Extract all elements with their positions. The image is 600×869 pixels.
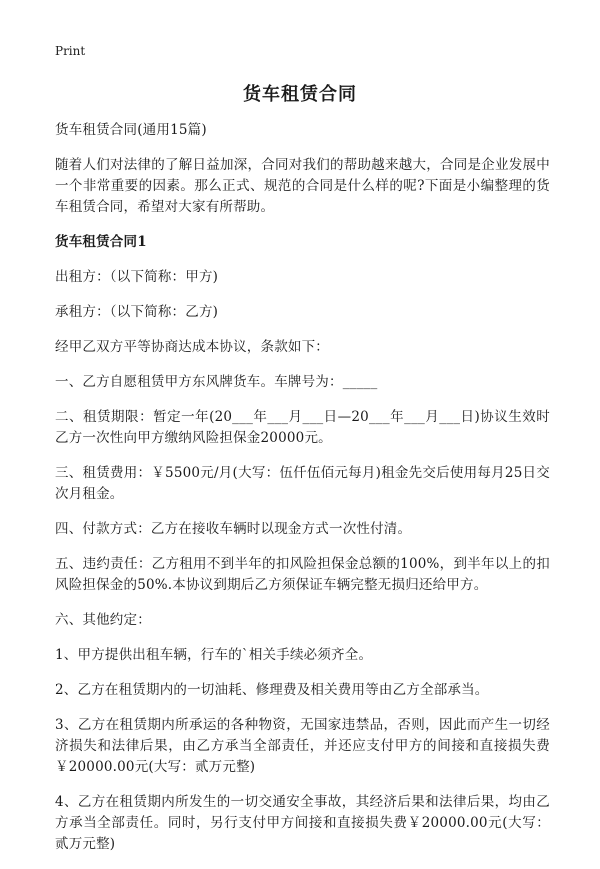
- intro-paragraph: 随着人们对法律的了解日益加深，合同对我们的帮助越来越大，合同是企业发展中一个非常重要的因素。那么正式、规范的合同是什么样的呢?下面是小编整理的货车租赁合同，希望对大家有所帮助。: [55, 157, 550, 215]
- paragraph-agreement: 经甲乙双方平等协商达成本协议，条款如下：: [55, 339, 329, 355]
- section-heading: 货车租赁合同1: [55, 234, 147, 250]
- sub-clause-2: 2、乙方在租赁期内的一切油耗、修理费及相关费用等由乙方全部承当。: [55, 682, 489, 698]
- document-title: 货车租赁合同: [243, 84, 357, 105]
- clause-4: 四、付款方式：乙方在接收车辆时以现金方式一次性付清。: [55, 521, 412, 537]
- document-subtitle: 货车租赁合同(通用15篇): [55, 122, 207, 138]
- sub-clause-1: 1、甲方提供出租车辆，行车的`相关手续必须齐全。: [55, 647, 373, 663]
- clause-3: 三、租赁费用：￥5500元/月(大写：伍仟伍佰元每月)租金先交后使用每月25日交次月租金。: [55, 465, 550, 502]
- paragraph-lessee: 承租方：（以下简称：乙方): [55, 304, 219, 320]
- clause-5: 五、违约责任：乙方租用不到半年的扣风险担保金总额的100%，到半年以上的扣风险担保金的50%.本协议到期后乙方须保证车辆完整无损归还给甲方。: [55, 556, 550, 593]
- clause-2: 二、租赁期限：暂定一年(20___年___月___日—20___年___月___日)协议生效时乙方一次性向甲方缴纳风险担保金20000元。: [55, 409, 550, 446]
- document-body: [55, 120, 550, 869]
- paragraph-lessor: 出租方：（以下简称：甲方): [55, 269, 219, 285]
- sub-clause-4: 4、乙方在租赁期内所发生的一切交通安全事故，其经济后果和法律后果，均由乙方承当全部责任。同时，另行支付甲方间接和直接损失费￥20000.00元(大写：贰万元整): [55, 794, 550, 852]
- clause-6: 六、其他约定：: [55, 612, 151, 628]
- print-label: Print: [55, 44, 86, 58]
- clause-1: 一、乙方自愿租赁甲方东风牌货车。车牌号为：_____: [55, 374, 378, 390]
- sub-clause-3: 3、乙方在租赁期内所承运的各种物资，无国家违禁品，否则，因此而产生一切经济损失和法律后果，由乙方承当全部责任，并还应支付甲方的间接和直接损失费￥20000.00元(大写：贰万元整): [55, 717, 550, 775]
